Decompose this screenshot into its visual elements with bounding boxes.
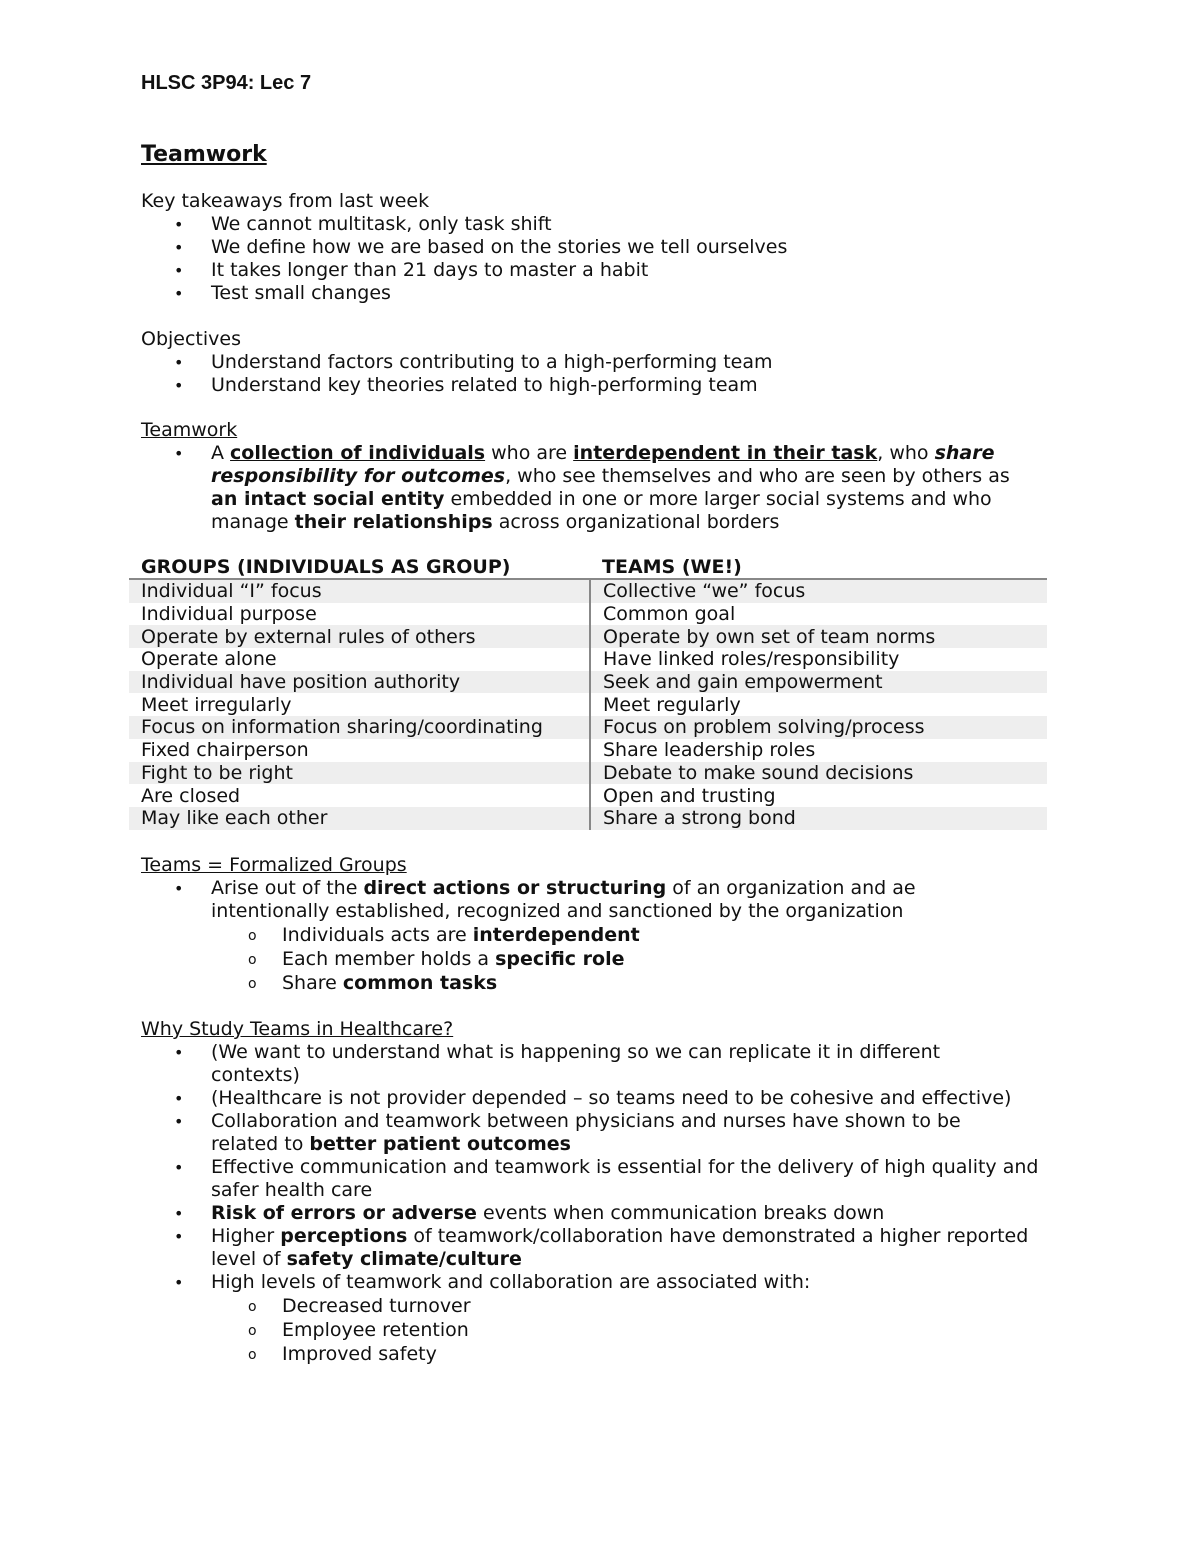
teamwork-list [141, 442, 1061, 534]
list-item: o Individuals acts are interdependent [141, 923, 1061, 947]
table-row [129, 625, 1047, 648]
table-cell: Focus on information sharing/coordinating [129, 716, 590, 739]
list-item: • Effective communication and teamwork is essential for the delivery of high quality and safer health care [141, 1156, 1061, 1202]
table-cell: Individual purpose [129, 603, 590, 626]
table-cell: Seek and gain empowerment [590, 671, 1047, 694]
objectives-section [141, 328, 1061, 397]
objectives-heading: Objectives [141, 328, 241, 350]
table-cell: Focus on problem solving/process [590, 716, 1047, 739]
key-term: common tasks [342, 972, 498, 994]
list-item: • (Healthcare is not provider depended – so teams need to be cohesive and effective) [141, 1087, 1061, 1110]
table-cell: Share a strong bond [590, 807, 1047, 830]
groups-vs-teams-table [129, 556, 1047, 830]
why-heading: Why Study Teams in Healthcare? [141, 1018, 454, 1040]
table-cell: Common goal [603, 603, 736, 626]
list-item: • Understand key theories related to high-performing team [141, 374, 1061, 397]
formalized-sublist [141, 923, 1061, 995]
key-term: share responsibility for outcomes [211, 442, 995, 487]
list-item: • High levels of teamwork and collaboration are associated with: [141, 1271, 1061, 1294]
list-item: • We define how we are based on the stories we tell ourselves [141, 236, 1061, 259]
formalized-list [141, 877, 1061, 923]
teamwork-heading: Teamwork [141, 419, 238, 441]
table-row [129, 762, 1047, 785]
table-cell: Collective “we” focus [590, 579, 1047, 603]
why-sublist [141, 1294, 1061, 1366]
teamwork-definition: • A collection of individuals who are interdependent in their task, who share responsibility for outcomes, who see themselves and who are seen by others as an intact social entity embedded in one or more larger social systems and who manage their relationships across organizational borders [141, 442, 1061, 534]
table-cell: Debate to make sound decisions [590, 762, 1047, 785]
table-row [129, 648, 1047, 671]
list-item: • It takes longer than 21 days to master a habit [141, 259, 1061, 282]
takeaways-section [141, 190, 1061, 305]
key-term: Risk of errors or adverse [211, 1202, 477, 1224]
column-header-groups: GROUPS (INDIVIDUALS AS GROUP) [129, 556, 590, 579]
list-item: • Collaboration and teamwork between physicians and nurses have shown to be related to better patient outcomes [141, 1110, 1061, 1156]
list-item: • Arise out of the direct actions or structuring of an organization and ae intentionally established, recognized and sanctioned by the organization [141, 877, 1061, 923]
column-header-teams: TEAMS (WE!) [590, 556, 1047, 579]
table-row [129, 603, 1047, 626]
list-item: • (We want to understand what is happening so we can replicate it in different contexts) [141, 1041, 1061, 1087]
list-item: • Understand factors contributing to a high-performing team [141, 351, 1061, 374]
table-row [129, 693, 1047, 716]
key-term: better patient outcomes [309, 1133, 571, 1155]
list-item: o Employee retention [141, 1318, 1061, 1342]
table-cell: May like each other [129, 807, 590, 830]
list-item: • Risk of errors or adverse events when communication breaks down [141, 1202, 1061, 1225]
key-term: an intact social entity [211, 488, 445, 510]
table-row [129, 579, 1047, 603]
list-item: o Each member holds a specific role [141, 947, 1061, 971]
table-cell: Operate by own set of team norms [590, 625, 1047, 648]
key-term: their relationships [294, 511, 493, 533]
table-cell: Meet regularly [603, 693, 741, 716]
takeaways-list [141, 213, 1061, 305]
takeaways-heading: Key takeaways from last week [141, 190, 430, 212]
formalized-groups-section [141, 854, 1061, 995]
table-cell: Fixed chairperson [129, 739, 590, 762]
key-term: specific role [495, 948, 625, 970]
page-title: Teamwork [141, 142, 267, 167]
list-item: • Higher perceptions of teamwork/collaboration have demonstrated a higher reported level of safety climate/culture [141, 1225, 1061, 1271]
list-item: • Test small changes [141, 282, 1061, 305]
key-term: collection of individuals [230, 442, 486, 464]
table-row [129, 807, 1047, 830]
table-cell: Are closed [129, 784, 590, 807]
table-cell: Operate alone [129, 648, 590, 671]
table-row [129, 784, 1047, 807]
why-list [141, 1041, 1061, 1294]
key-term: direct actions or structuring [363, 877, 667, 899]
table-cell: Individual have position authority [129, 671, 590, 694]
course-header: HLSC 3P94: Lec 7 [141, 72, 312, 94]
key-term: interdependent [472, 924, 640, 946]
teamwork-section [141, 419, 1061, 534]
table-cell: Have linked roles/responsibility [603, 648, 900, 671]
table-cell: Fight to be right [129, 762, 590, 785]
formalized-heading: Teams = Formalized Groups [141, 854, 407, 876]
table-cell: Operate by external rules of others [129, 625, 590, 648]
list-item: o Decreased turnover [141, 1294, 1061, 1318]
key-term: safety climate/culture [286, 1248, 522, 1270]
list-item: • We cannot multitask, only task shift [141, 213, 1061, 236]
objectives-list [141, 351, 1061, 397]
table-cell: Share leadership roles [603, 739, 816, 762]
table-row [129, 739, 1047, 762]
table-row [129, 671, 1047, 694]
table-row [129, 716, 1047, 739]
key-term: perceptions [280, 1225, 408, 1247]
why-study-section [141, 1018, 1061, 1366]
key-term: interdependent in their task [573, 442, 878, 464]
table-cell: Meet irregularly [129, 693, 590, 716]
table-cell: Individual “I” focus [129, 579, 590, 603]
list-item: o Share common tasks [141, 971, 1061, 995]
list-item: o Improved safety [141, 1342, 1061, 1366]
table-cell: Open and trusting [603, 784, 776, 807]
